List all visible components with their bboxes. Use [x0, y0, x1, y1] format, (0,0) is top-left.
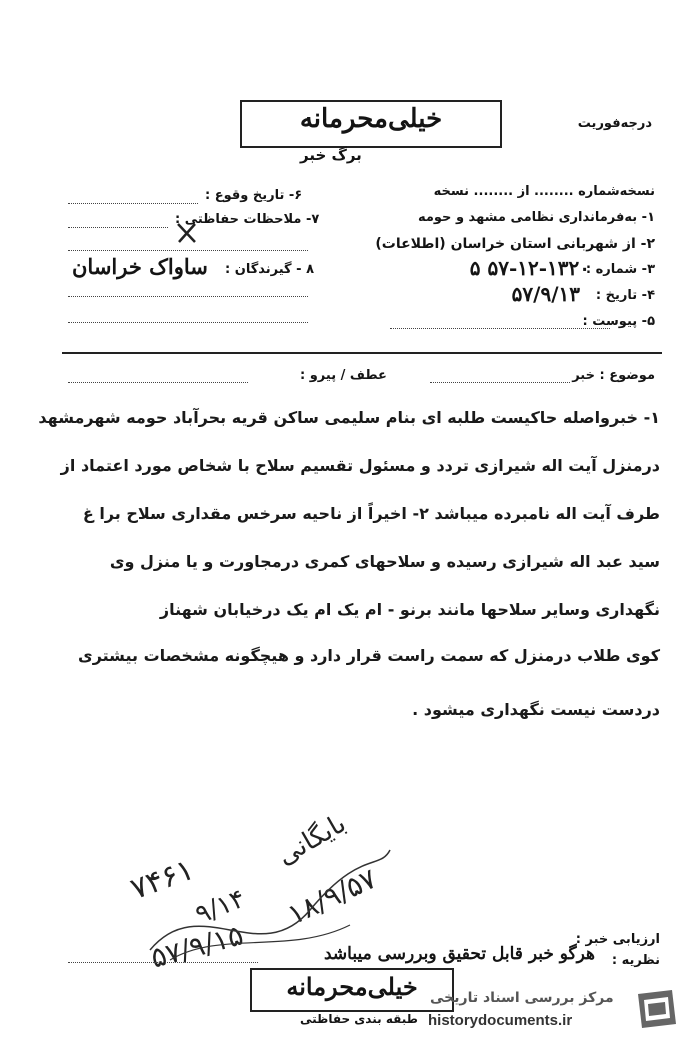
field-attachment-label: ۵- پیوست :: [582, 314, 655, 329]
subject-dots: [430, 382, 570, 383]
recipients-dots-2: [68, 322, 308, 323]
security-classification-label: طبقه بندی حفاظتی: [300, 1012, 418, 1026]
evaluation-label: ارزیابی خبر :: [575, 932, 660, 947]
handwritten-note-date: ۹/۱۴: [191, 883, 250, 931]
field-date-value: ۵۷/۹/۱۳: [511, 282, 580, 306]
body-line-6: کوی طلاب درمنزل که سمت راست قرار دارد و هیچگونه مشخصات بیشتری: [78, 646, 660, 665]
handwritten-note-archive: بایگانی: [272, 808, 352, 872]
security-dots-2: [68, 250, 308, 251]
report-title: برگ خبر: [300, 146, 362, 164]
stamp-top-text: خیلی‌محرمانه: [299, 104, 443, 134]
body-line-2: درمنزل آیت اله شیرازی تردد و مسئول تقسیم سلاح با شخاص مورد اعتماد از: [60, 456, 660, 475]
reference-label: عطف / پیرو :: [300, 368, 387, 383]
x-mark-icon: [175, 220, 199, 246]
field-recipients-value: ساواک خراسان: [72, 254, 208, 279]
copy-number-field: نسخه‌شماره ........ از ........ نسخه: [433, 184, 655, 199]
watermark-title: مرکز بررسی اسناد تاریخی: [430, 990, 614, 1006]
field-number-label: ۳- شماره :: [585, 262, 655, 277]
field-security-notes: ۷- ملاحظات حفاظتی :: [175, 212, 320, 227]
field-date-label: ۴- تاریخ :: [595, 288, 655, 303]
handwritten-note-number: ۷۴۶۱: [125, 852, 199, 907]
stamp-bottom-text: خیلی‌محرمانه: [286, 972, 418, 1001]
body-line-5: نگهداری وسایر سلاحها مانند برنو - ام یک ام یک درخیابان شهناز: [159, 600, 660, 619]
watermark-url: historydocuments.ir: [428, 1012, 573, 1029]
subject-label: موضوع : خبر: [572, 368, 655, 383]
field-occurrence-date: ۶- تاریخ وقوع :: [205, 188, 303, 203]
body-line-4: سید عبد اله شیرازی رسیده و سلاحهای کمری درمجاورت و یا منزل وی: [109, 552, 660, 571]
reference-dots: [68, 382, 248, 383]
opinion-text: هرگو خبر قابل تحقیق وبررسی میباشد: [323, 944, 595, 964]
priority-label: درجه‌فوریت: [577, 116, 652, 131]
archive-logo-icon: [632, 986, 682, 1032]
opinion-label: نظریه :: [611, 953, 660, 968]
opinion-dots: [68, 962, 258, 963]
classification-stamp-bottom: [250, 968, 454, 1012]
field-recipients-label: ۸ - گیرندگان :: [225, 262, 314, 277]
classification-stamp-top: [240, 100, 502, 148]
security-dots: [68, 227, 168, 228]
header-divider: [62, 352, 662, 354]
attachment-dots: [390, 328, 610, 329]
handwritten-note-date-2: ۵۷/۹/۱۵: [147, 918, 247, 975]
body-line-7: دردست نیست نگهداری میشود .: [412, 700, 660, 719]
recipients-dots: [68, 296, 308, 297]
field-sender: ۲- از شهربانی استان خراسان (اطلاعات): [375, 236, 655, 252]
field-number-value: ۵۷-۱۲-۱۳۲۰ ۵: [469, 256, 590, 280]
body-line-1: ۱- خبرواصله حاکیست طلبه ای بنام سلیمی ساکن قریه بحرآباد حومه شهرمشهد: [38, 408, 660, 427]
field-recipient: ۱- به‌فرماندار‌ی نظامی مشهد و حومه: [417, 210, 655, 225]
body-line-3: طرف آیت اله نامبرده میباشد ۲- اخیراً از ناحیه سرخس مقداری سلاح برا غ: [82, 504, 660, 523]
occurrence-dots: [68, 203, 198, 204]
handwritten-note-date-3: ۱۸/۹/۵۷: [282, 861, 382, 932]
